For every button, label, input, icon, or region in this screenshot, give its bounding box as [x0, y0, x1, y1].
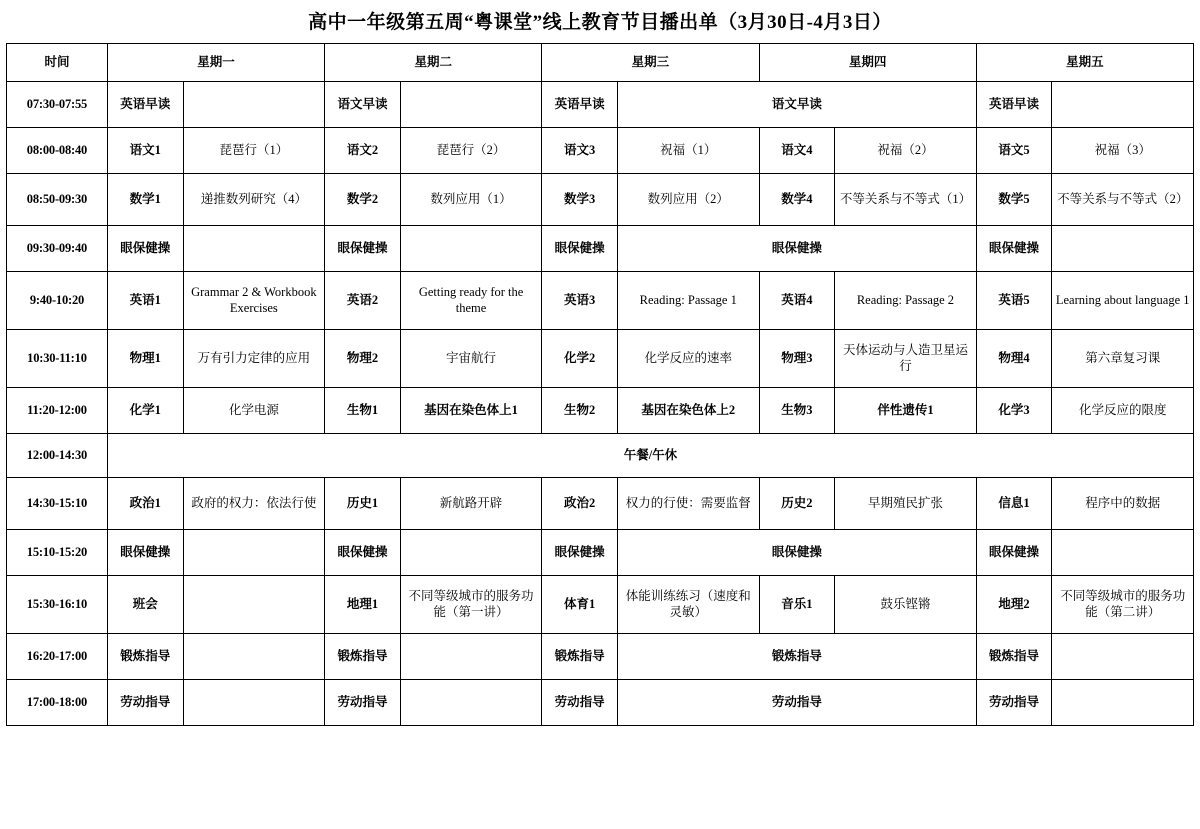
subject-cell: 班会 [107, 576, 183, 634]
subject-cell: 历史1 [325, 478, 401, 530]
subject-cell: 眼保健操 [542, 226, 618, 272]
lunch-break-row [7, 434, 1194, 478]
subject-cell: 语文4 [759, 128, 835, 174]
subject-cell: 音乐1 [759, 576, 835, 634]
subject-cell: 语文2 [325, 128, 401, 174]
topic-cell: 宇宙航行 [400, 330, 542, 388]
subject-cell: 物理2 [325, 330, 401, 388]
table-header-row [7, 44, 1194, 82]
topic-cell [1052, 680, 1194, 726]
topic-cell: 不等关系与不等式（2） [1052, 174, 1194, 226]
header-day-monday: 星期一 [107, 44, 324, 82]
topic-cell: 基因在染色体上1 [400, 388, 542, 434]
table-row [7, 174, 1194, 226]
topic-cell: Reading: Passage 1 [618, 272, 760, 330]
subject-cell: 政治2 [542, 478, 618, 530]
topic-cell [183, 82, 325, 128]
lunch-label: 午餐/午休 [107, 434, 1193, 478]
subject-cell: 英语早读 [542, 82, 618, 128]
topic-cell: 早期殖民扩张 [835, 478, 977, 530]
topic-cell: 第六章复习课 [1052, 330, 1194, 388]
broadcast-schedule-table [6, 43, 1194, 726]
topic-cell: 万有引力定律的应用 [183, 330, 325, 388]
row-time: 17:00-18:00 [7, 680, 108, 726]
subject-cell: 眼保健操 [976, 226, 1052, 272]
topic-cell: 琵琶行（1） [183, 128, 325, 174]
subject-cell: 生物3 [759, 388, 835, 434]
subject-cell: 英语早读 [107, 82, 183, 128]
subject-cell: 历史2 [759, 478, 835, 530]
topic-cell [400, 530, 542, 576]
subject-cell: 眼保健操 [325, 226, 401, 272]
topic-cell [400, 680, 542, 726]
row-time: 12:00-14:30 [7, 434, 108, 478]
topic-cell [400, 82, 542, 128]
topic-cell: 权力的行使：需要监督 [618, 478, 760, 530]
subject-cell: 语文5 [976, 128, 1052, 174]
table-row [7, 634, 1194, 680]
subject-cell: 语文早读 [325, 82, 401, 128]
topic-cell [183, 530, 325, 576]
table-row [7, 82, 1194, 128]
topic-cell: 数列应用（1） [400, 174, 542, 226]
subject-cell: 眼保健操 [542, 530, 618, 576]
topic-cell: 化学反应的速率 [618, 330, 760, 388]
subject-cell: 劳动指导 [107, 680, 183, 726]
topic-cell: 递推数列研究（4） [183, 174, 325, 226]
subject-cell: 数学2 [325, 174, 401, 226]
topic-cell [1052, 226, 1194, 272]
subject-cell: 英语3 [542, 272, 618, 330]
subject-cell: 锻炼指导 [325, 634, 401, 680]
topic-cell: 政府的权力：依法行使 [183, 478, 325, 530]
table-row [7, 576, 1194, 634]
subject-cell: 生物1 [325, 388, 401, 434]
topic-cell [400, 634, 542, 680]
row-time: 16:20-17:00 [7, 634, 108, 680]
subject-cell: 政治1 [107, 478, 183, 530]
subject-cell: 地理2 [976, 576, 1052, 634]
topic-cell [183, 680, 325, 726]
subject-cell: 数学4 [759, 174, 835, 226]
table-row [7, 680, 1194, 726]
subject-cell: 数学3 [542, 174, 618, 226]
row-time: 08:50-09:30 [7, 174, 108, 226]
subject-cell: 眼保健操 [976, 530, 1052, 576]
subject-cell: 英语5 [976, 272, 1052, 330]
topic-cell: 不同等级城市的服务功能（第一讲） [400, 576, 542, 634]
subject-cell: 眼保健操 [325, 530, 401, 576]
subject-cell-merged: 眼保健操 [618, 530, 977, 576]
subject-cell-merged: 锻炼指导 [618, 634, 977, 680]
topic-cell: 天体运动与人造卫星运行 [835, 330, 977, 388]
subject-cell: 物理1 [107, 330, 183, 388]
topic-cell: Learning about language 1 [1052, 272, 1194, 330]
topic-cell: Reading: Passage 2 [835, 272, 977, 330]
subject-cell: 锻炼指导 [107, 634, 183, 680]
subject-cell: 信息1 [976, 478, 1052, 530]
topic-cell: 程序中的数据 [1052, 478, 1194, 530]
table-row [7, 272, 1194, 330]
row-time: 15:30-16:10 [7, 576, 108, 634]
topic-cell: 基因在染色体上2 [618, 388, 760, 434]
row-time: 11:20-12:00 [7, 388, 108, 434]
subject-cell-merged: 语文早读 [618, 82, 977, 128]
row-time: 9:40-10:20 [7, 272, 108, 330]
subject-cell: 生物2 [542, 388, 618, 434]
subject-cell: 锻炼指导 [542, 634, 618, 680]
topic-cell [1052, 530, 1194, 576]
subject-cell: 数学1 [107, 174, 183, 226]
subject-cell: 劳动指导 [976, 680, 1052, 726]
subject-cell: 化学1 [107, 388, 183, 434]
topic-cell: 化学电源 [183, 388, 325, 434]
subject-cell: 数学5 [976, 174, 1052, 226]
table-row [7, 530, 1194, 576]
subject-cell-merged: 眼保健操 [618, 226, 977, 272]
row-time: 10:30-11:10 [7, 330, 108, 388]
subject-cell: 英语早读 [976, 82, 1052, 128]
subject-cell-merged: 劳动指导 [618, 680, 977, 726]
table-row [7, 330, 1194, 388]
subject-cell: 英语4 [759, 272, 835, 330]
page-title: 高中一年级第五周“粤课堂”线上教育节目播出单（3月30日-4月3日） [308, 12, 892, 33]
subject-cell: 地理1 [325, 576, 401, 634]
header-time: 时间 [7, 44, 108, 82]
subject-cell: 化学3 [976, 388, 1052, 434]
table-row [7, 226, 1194, 272]
topic-cell: 体能训练练习（速度和灵敏） [618, 576, 760, 634]
subject-cell: 锻炼指导 [976, 634, 1052, 680]
row-time: 08:00-08:40 [7, 128, 108, 174]
topic-cell [400, 226, 542, 272]
topic-cell [1052, 82, 1194, 128]
topic-cell [183, 576, 325, 634]
row-time: 15:10-15:20 [7, 530, 108, 576]
topic-cell: Getting ready for the theme [400, 272, 542, 330]
subject-cell: 体育1 [542, 576, 618, 634]
topic-cell [183, 226, 325, 272]
table-row [7, 388, 1194, 434]
topic-cell: 新航路开辟 [400, 478, 542, 530]
topic-cell: 不同等级城市的服务功能（第二讲） [1052, 576, 1194, 634]
table-row [7, 478, 1194, 530]
subject-cell: 眼保健操 [107, 530, 183, 576]
topic-cell [1052, 634, 1194, 680]
topic-cell: 数列应用（2） [618, 174, 760, 226]
topic-cell: 鼓乐铿锵 [835, 576, 977, 634]
topic-cell: 化学反应的限度 [1052, 388, 1194, 434]
row-time: 07:30-07:55 [7, 82, 108, 128]
subject-cell: 语文3 [542, 128, 618, 174]
subject-cell: 眼保健操 [107, 226, 183, 272]
table-row [7, 128, 1194, 174]
topic-cell: 不等关系与不等式（1） [835, 174, 977, 226]
subject-cell: 英语1 [107, 272, 183, 330]
header-day-friday: 星期五 [976, 44, 1193, 82]
subject-cell: 语文1 [107, 128, 183, 174]
row-time: 14:30-15:10 [7, 478, 108, 530]
subject-cell: 物理4 [976, 330, 1052, 388]
subject-cell: 物理3 [759, 330, 835, 388]
topic-cell: 祝福（2） [835, 128, 977, 174]
subject-cell: 化学2 [542, 330, 618, 388]
topic-cell [183, 634, 325, 680]
subject-cell: 劳动指导 [542, 680, 618, 726]
header-day-thursday: 星期四 [759, 44, 976, 82]
topic-cell: 祝福（1） [618, 128, 760, 174]
topic-cell: 祝福（3） [1052, 128, 1194, 174]
topic-cell: 琵琶行（2） [400, 128, 542, 174]
subject-cell: 劳动指导 [325, 680, 401, 726]
header-day-wednesday: 星期三 [542, 44, 759, 82]
topic-cell: Grammar 2 & Workbook Exercises [183, 272, 325, 330]
row-time: 09:30-09:40 [7, 226, 108, 272]
header-day-tuesday: 星期二 [325, 44, 542, 82]
topic-cell: 伴性遗传1 [835, 388, 977, 434]
subject-cell: 英语2 [325, 272, 401, 330]
